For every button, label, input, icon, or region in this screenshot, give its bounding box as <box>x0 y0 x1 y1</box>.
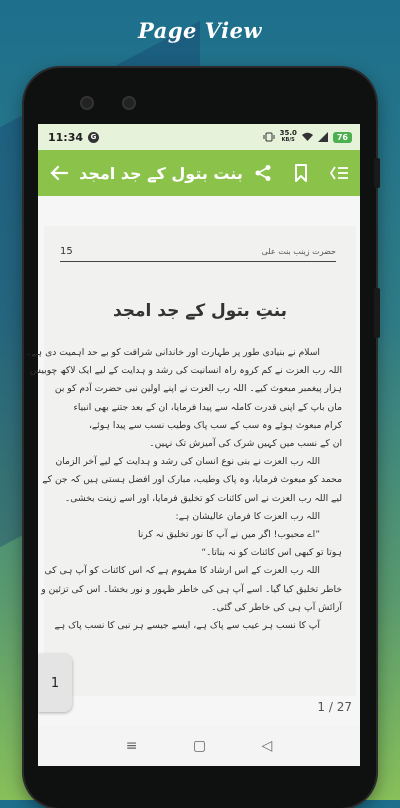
pdf-viewer[interactable] <box>26 196 360 726</box>
system-nav-bar <box>38 726 360 766</box>
list-icon <box>329 165 349 181</box>
wifi-icon <box>302 132 313 142</box>
text-line: اللہ رب العزت کے اس ارشاد کا مفہوم ہے کہ اس کائنات کو آپ ہی کی <box>44 565 320 577</box>
share-button[interactable] <box>250 160 276 186</box>
bookmark-button[interactable] <box>288 160 314 186</box>
back-nav-button[interactable]: ◁ <box>261 738 273 754</box>
page-number: 15 <box>60 246 73 257</box>
home-button[interactable]: ▢ <box>192 738 207 754</box>
table-of-contents-button[interactable] <box>326 160 352 186</box>
text-line: آرائش آپ ہی کی خاطر کی گئی۔ <box>211 601 342 613</box>
book-title: بنت بتول کے جد امجد <box>79 163 243 183</box>
current-page-badge[interactable]: 1 <box>38 654 72 712</box>
chapter-title: بنتِ بتول کے جد امجد <box>112 301 288 321</box>
text-line: ان کے نسب میں کہیں شرک کی آمیزش تک نہیں۔ <box>149 438 342 450</box>
bookmark-icon <box>294 164 308 182</box>
page-body <box>26 344 342 635</box>
data-speed: 35.0 KB/S <box>279 129 297 143</box>
text-line: اسلام نے بنیادی طور پر طہارت اور خاندانی شرافت کو بے حد اہمیت دی ہے۔ <box>26 347 320 358</box>
text-line: اللہ رب العزت کا فرمان عالیشان ہے: <box>175 510 320 522</box>
text-line: اللہ رب العزت نے کم کروہ راہ انسانیت کی رشد و ہدایت کے لیے ایک لاکھ چوبیس <box>29 365 342 377</box>
google-icon: G <box>88 132 99 143</box>
vibrate-icon <box>263 132 275 142</box>
text-line: خاطر تخلیق کیا گیا۔ اسے آپ ہی کی خاطر ظہور و نور بخشا۔ اس کی تزئین و <box>41 583 342 595</box>
volume-button <box>374 288 380 338</box>
page-header <box>60 246 336 262</box>
signal-icon <box>318 132 328 142</box>
promo-headline: Page View <box>137 18 263 43</box>
scanned-page <box>26 226 356 696</box>
app-bar <box>38 150 360 196</box>
app-screen <box>26 124 360 766</box>
front-camera-icon <box>80 96 94 110</box>
text-line: ماں باپ کے اپنی قدرت کاملہ سے پیدا فرمایا، ان کے بعد جتنے بھی انبیاء <box>73 401 342 413</box>
text-line: آپ کا نسب ہر عیب سے پاک ہے، ایسے جیسے ہر نبی کا نسب پاک ہے <box>54 620 320 632</box>
text-line: کرام مبعوث ہوئے وہ سب کے سب پاک وطیب نسب سے پیدا ہوئے، <box>88 419 342 431</box>
text-line: ہوتا تو کبھی اس کائنات کو نہ بناتا۔“ <box>201 547 342 559</box>
text-line: لیے اللہ رب العزت نے اس کائنات کو تخلیق فرمایا، اور اسے زینت بخشی۔ <box>64 492 342 504</box>
battery-indicator: 76 <box>333 132 352 143</box>
back-button[interactable] <box>46 160 72 186</box>
status-bar <box>38 124 360 150</box>
power-button <box>374 158 380 188</box>
recents-button[interactable]: ≡ <box>125 738 138 754</box>
status-time: 11:34 <box>48 130 84 144</box>
running-head: حضرت زینب بنت علی <box>261 247 336 256</box>
text-line: ”اے محبوب! اگر میں نے آپ کا نور تخلیق نہ کرنا <box>137 529 320 541</box>
arrow-left-icon <box>50 165 68 181</box>
page-counter: 1 / 27 <box>317 700 352 714</box>
share-icon <box>254 164 272 182</box>
text-line: ہزار پیغمبر مبعوث کیے۔ اللہ رب العزت نے اپنے اولین نبی حضرت آدم کو بن <box>54 383 342 395</box>
text-line: اللہ رب العزت نے بنی نوع انسان کی رشد و ہدایت کے لیے آخر الزمان <box>55 456 320 468</box>
sensor-icon <box>122 96 136 110</box>
text-line: محمد کو مبعوث فرمایا، وہ پاک وطیب، مبارک اور افضل ہستی ہیں کہ جن کے <box>42 474 342 486</box>
